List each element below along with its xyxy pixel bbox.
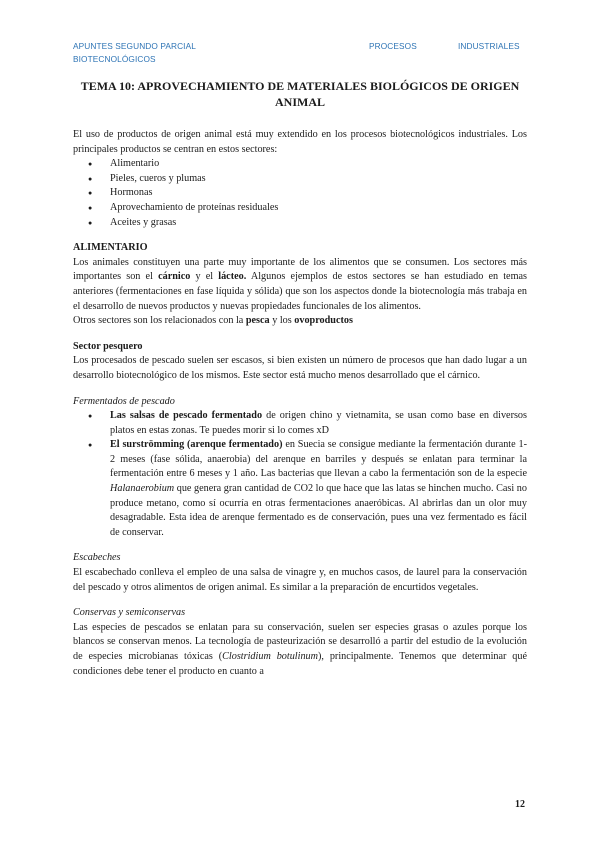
pesquero-paragraph: Los procesados de pescado suelen ser escasos, si bien existen un número de procesos que han dado lugar a un desarrollo biotecnológico de los mismos. Este sector está mucho menos desarrollado que el cárnico. xyxy=(73,355,527,381)
section-heading-alimentario: ALIMENTARIO xyxy=(73,242,148,254)
alimentario-other-sectors: Otros sectores son los relacionados con la pesca y los ovoproductos xyxy=(73,315,353,327)
fermentados-list xyxy=(88,409,527,540)
list-item: ● Hormonas xyxy=(88,186,527,201)
escabeches-paragraph: El escabechado conlleva el empleo de una salsa de vinagre y, en muchos casos, de laurel para la conservación del pescado y otros alimentos de origen animal. Es similar a la preparación de encurtidos vegetales. xyxy=(73,567,527,593)
subsection-heading-escabeches: Escabeches xyxy=(73,552,121,564)
page-number: 12 xyxy=(515,799,525,810)
list-item: ● Las salsas de pescado fermentado de origen chino y vietnamita, se usan como base en diversos platos en estas zonas. Te puedes morir si lo comes xD xyxy=(88,409,527,438)
list-item: ● Alimentario xyxy=(88,157,527,172)
list-item: ● El surströmming (arenque fermentado) en Suecia se consigue mediante la fermentación durante 1-2 meses (fase sólida, anaerobia) del arenque en barriles y después se enlatan para terminar la fermentación entre 6 meses y 1 año. Las bacterias que llevan a cabo la fermentación son de la especie Halanaerobium que genera gran cantidad de CO2 lo que hace que las latas se hinchen mucho. Casi no produce metano, como sí ocurría en otras fermentaciones anaeróbicas. Al abrirlas dan un olor muy desagradable. Esta idea de arenque fermentado es de conservación, pues una vez fermentado es fácil de conservar. xyxy=(88,438,527,540)
header-middle: PROCESOS xyxy=(369,41,417,51)
list-item: ● Aprovechamiento de proteínas residuales xyxy=(88,201,527,216)
list-item: ● Aceites y grasas xyxy=(88,216,527,231)
subsection-heading-conservas: Conservas y semiconservas xyxy=(73,607,186,619)
main-content xyxy=(73,128,527,679)
intro-paragraph: El uso de productos de origen animal está muy extendido en los procesos biotecnológicos industriales. Los principales productos se centran en estos sectores: xyxy=(73,129,527,155)
header-right: INDUSTRIALES xyxy=(458,41,520,51)
list-item: ● Pieles, cueros y plumas xyxy=(88,172,527,187)
section-heading-pesquero: Sector pesquero xyxy=(73,340,143,352)
sector-list xyxy=(88,157,527,230)
conservas-paragraph: Las especies de pescados se enlatan para su conservación, suelen ser especies grasas o azules porque los blancos se conservan menos. La tecnología de pasteurización se desarrolló a partir del estudio de la evolución de especies microbianas tóxicas (Clostridium botulinum), principalmente. Tenemos que determinar qué condiciones debe tener el producto en cuanto a xyxy=(73,621,527,677)
alimentario-paragraph: Los animales constituyen una parte muy importante de los alimentos que se consumen. Los sectores más importantes son el cárnico y el lácteo. Algunos ejemplos de estos sectores se han estudiado en temas anteriores (fermentaciones en fase líquida y sólida) que son los aspectos donde la biotecnología más trabaja en el desarrollo de nuevos productos y nuevas propiedades funcionales de los alimentos. xyxy=(73,256,527,312)
header-course-line1: APUNTES SEGUNDO PARCIAL xyxy=(73,41,196,51)
subsection-heading-fermentados: Fermentados de pescado xyxy=(73,395,175,407)
header-course-line2: BIOTECNOLÓGICOS xyxy=(73,54,156,64)
header-left xyxy=(73,40,196,66)
page-title: TEMA 10: APROVECHAMIENTO DE MATERIALES BIOLÓGICOS DE ORIGEN ANIMAL xyxy=(80,79,520,109)
